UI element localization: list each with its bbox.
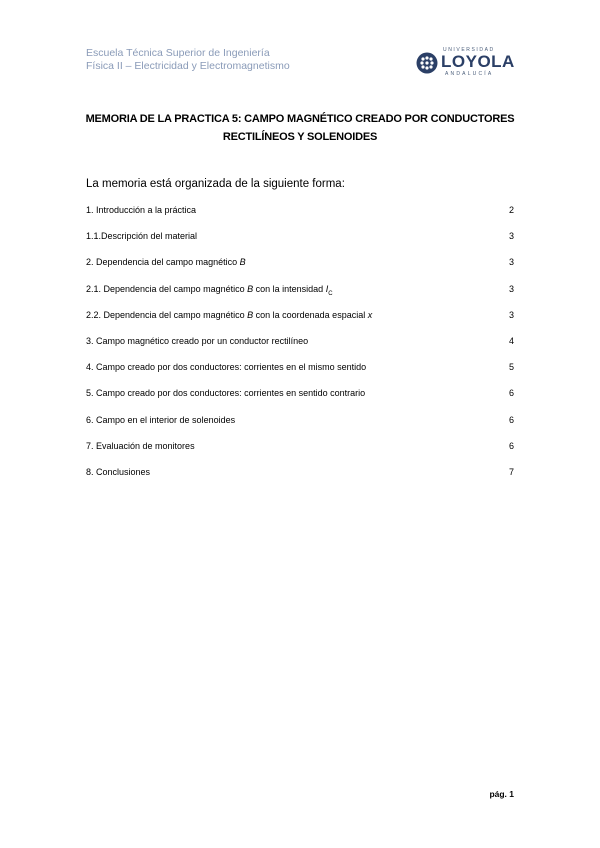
toc-entry-variable: I xyxy=(325,283,329,294)
toc-entry-text: 2.2. Dependencia del campo magnético xyxy=(86,309,248,320)
toc-entry-label xyxy=(86,465,150,479)
logo-main-text: LOYOLA xyxy=(441,52,515,71)
toc-entry xyxy=(86,413,514,439)
toc-entry xyxy=(86,308,514,334)
toc-entry xyxy=(86,203,514,229)
title-line-2: RECTILÍNEOS Y SOLENOIDES xyxy=(222,131,378,143)
toc-entry xyxy=(86,334,514,360)
toc-entry-variable: B xyxy=(247,283,254,294)
logo-bottom-text: ANDALUCÍA xyxy=(445,71,494,77)
toc-entry-page: 5 xyxy=(508,362,514,373)
toc-entry-variable: x xyxy=(367,309,373,320)
toc-entry-page: 6 xyxy=(508,388,514,399)
toc-entry-text: 7. Evaluación de monitores xyxy=(86,440,195,451)
toc-entry-text: 1. Introducción a la práctica xyxy=(86,205,197,215)
toc-entry-text: 8. Conclusiones xyxy=(86,466,151,477)
toc-entry-subscript: C xyxy=(328,290,333,297)
toc-entry-label xyxy=(86,360,366,374)
toc-entry-variable: B xyxy=(247,309,254,320)
toc-entry-text: 5. Campo creado por dos conductores: corrientes en sentido contrario xyxy=(86,388,366,399)
toc-entry xyxy=(86,360,514,386)
toc-entry-text: con la intensidad xyxy=(253,283,326,294)
toc-entry-label xyxy=(86,386,365,400)
toc-entry-label xyxy=(86,334,308,348)
document-header xyxy=(86,47,290,73)
logo-emblem-icon xyxy=(416,52,438,74)
toc-entry-page: 3 xyxy=(508,283,514,294)
toc-entry-page: 4 xyxy=(508,335,514,346)
intro-text: La memoria está organizada de la siguiente forma: xyxy=(86,178,345,190)
toc-entry xyxy=(86,229,514,255)
toc-entry-label xyxy=(86,413,235,427)
page-number: pág. 1 xyxy=(489,789,514,799)
toc-entry-page: 6 xyxy=(508,414,514,425)
toc-entry xyxy=(86,386,514,412)
toc-entry-label xyxy=(86,308,372,322)
toc-entry xyxy=(86,282,514,308)
toc-entry-label xyxy=(86,255,246,269)
toc-entry-label xyxy=(86,203,196,217)
title-line-1: MEMORIA DE LA PRACTICA 5: CAMPO MAGNÉTICO CREADO POR CONDUCTORES xyxy=(85,113,515,125)
toc-entry-text: 4. Campo creado por dos conductores: corrientes en el mismo sentido xyxy=(86,362,367,373)
toc-entry-page: 7 xyxy=(508,466,514,477)
toc-entry-page: 3 xyxy=(508,231,514,242)
toc-entry-page: 3 xyxy=(508,257,514,268)
toc-entry-text: 2.1. Dependencia del campo magnético xyxy=(86,283,248,294)
logo-top-text: UNIVERSIDAD xyxy=(443,47,495,53)
toc-entry xyxy=(86,439,514,465)
document-title xyxy=(80,110,520,146)
toc-entry-label xyxy=(86,229,197,243)
toc-entry-text: 6. Campo en el interior de solenoides xyxy=(86,414,236,425)
toc-entry-text: 1.1.Descripción del material xyxy=(86,231,198,242)
toc-entry xyxy=(86,255,514,281)
course-name: Física II – Electricidad y Electromagnetismo xyxy=(86,60,290,72)
toc-entry-page: 3 xyxy=(508,309,514,320)
table-of-contents xyxy=(86,203,514,491)
toc-entry-variable: B xyxy=(239,257,246,268)
toc-entry-text: 3. Campo magnético creado por un conductor rectilíneo xyxy=(86,335,309,346)
toc-entry-label xyxy=(86,439,195,453)
school-name: Escuela Técnica Superior de Ingeniería xyxy=(86,47,270,59)
toc-entry-text: con la coordenada espacial xyxy=(253,309,368,320)
toc-entry-page: 2 xyxy=(508,205,514,215)
toc-entry-label xyxy=(86,282,333,301)
university-logo xyxy=(414,46,526,80)
toc-entry-text: 2. Dependencia del campo magnético xyxy=(86,257,240,268)
toc-entry xyxy=(86,465,514,491)
toc-entry-page: 6 xyxy=(508,440,514,451)
